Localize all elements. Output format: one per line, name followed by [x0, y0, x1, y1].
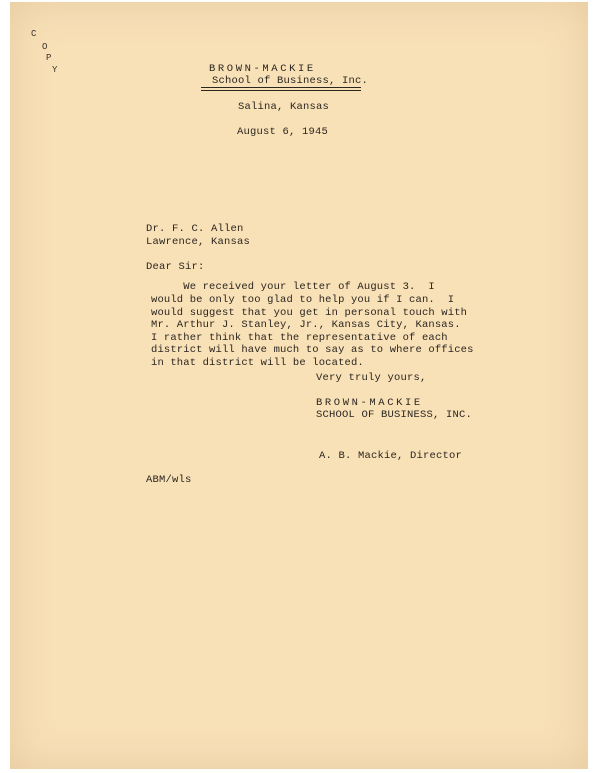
signature-org-subtitle: SCHOOL OF BUSINESS, INC.	[316, 409, 473, 421]
recipient-city: Lawrence, Kansas	[146, 236, 251, 248]
body-line: would be only too glad to help you if I can. I	[151, 294, 455, 306]
body-line: district will have much to say as to where offices	[151, 344, 474, 356]
body-line: I rather think that the representative of each	[151, 332, 448, 344]
reference-initials: ABM/wls	[146, 474, 192, 486]
body-line: would suggest that you get in personal touch with	[151, 307, 468, 319]
copy-mark-p: P	[46, 53, 52, 63]
letterhead-city: Salina, Kansas	[238, 101, 330, 113]
copy-mark-o: O	[42, 42, 48, 52]
copy-mark-c: C	[31, 29, 37, 39]
letterhead-subtitle: School of Business, Inc.	[212, 75, 369, 87]
letter-page	[10, 2, 588, 769]
copy-mark-y: Y	[52, 65, 58, 75]
letterhead-rule-top	[201, 87, 361, 88]
letterhead-rule-bottom	[201, 90, 361, 91]
salutation: Dear Sir:	[146, 261, 205, 273]
body-line: Mr. Arthur J. Stanley, Jr., Kansas City, Kansas.	[151, 319, 461, 331]
body-line: We received your letter of August 3. I	[151, 281, 435, 293]
closing: Very truly yours,	[316, 372, 427, 384]
signatory: A. B. Mackie, Director	[319, 450, 463, 462]
letter-date: August 6, 1945	[237, 126, 329, 138]
body-line: in that district will be located.	[151, 357, 364, 369]
recipient-name: Dr. F. C. Allen	[146, 223, 244, 235]
signature-org-name: BROWN-MACKIE	[316, 397, 423, 409]
letterhead-name: BROWN-MACKIE	[209, 63, 316, 75]
